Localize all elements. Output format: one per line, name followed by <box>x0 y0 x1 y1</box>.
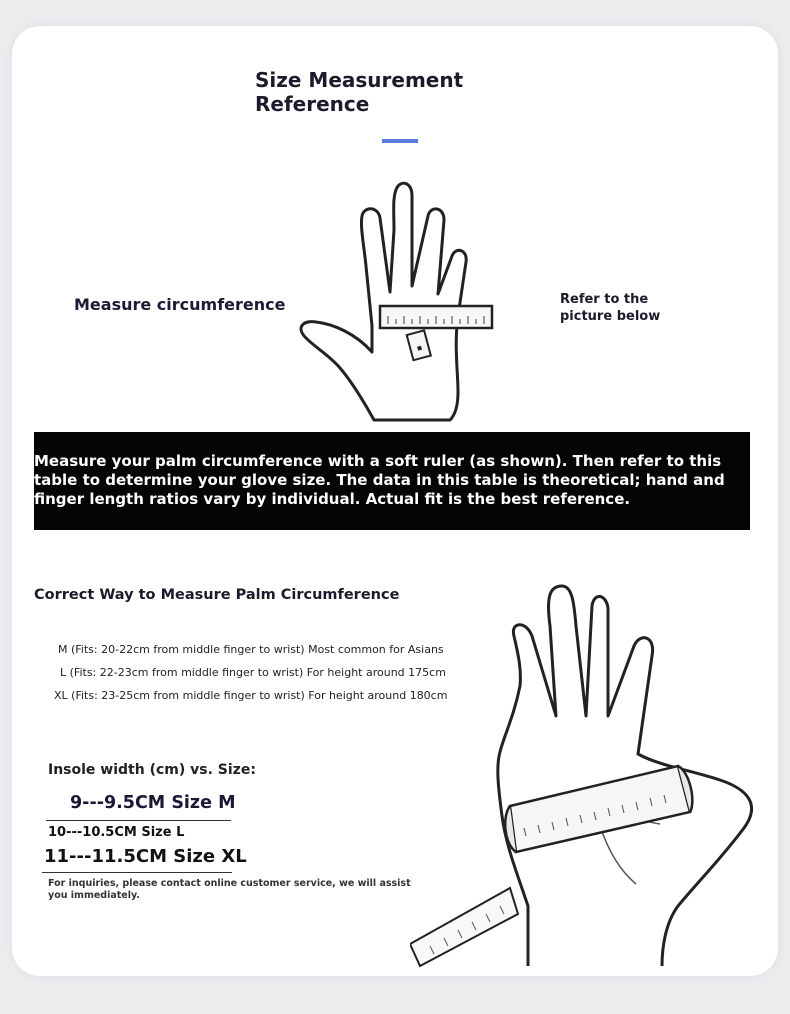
size-xl-row: 11---11.5CM Size XL <box>44 846 247 867</box>
correct-measure-title: Correct Way to Measure Palm Circumference <box>34 587 400 603</box>
hand-measuring-tape-icon <box>294 176 514 426</box>
inquiry-note: For inquiries, please contact online customer service, we will assist you immediately. <box>48 878 411 901</box>
fit-xl-text: XL (Fits: 23-25cm from middle finger to wrist) For height around 180cm <box>54 689 448 702</box>
fit-m-text: M (Fits: 20-22cm from middle finger to wrist) Most common for Asians <box>58 643 444 656</box>
instruction-text: Measure your palm circumference with a soft ruler (as shown). Then refer to this table to determine your glove size. The data in this table is theoretical; hand and finger length ratios vary by individual. Actual fit is the best reference. <box>34 452 725 508</box>
divider <box>42 872 232 873</box>
insole-title: Insole width (cm) vs. Size: <box>48 762 256 778</box>
page-title: Size Measurement Reference <box>255 68 464 116</box>
divider <box>46 820 231 821</box>
size-guide-card <box>12 26 778 976</box>
size-m-row: 9---9.5CM Size M <box>70 793 236 813</box>
instruction-banner <box>34 432 750 530</box>
measure-circumference-label: Measure circumference <box>74 295 286 314</box>
title-underline <box>382 139 418 143</box>
size-l-row: 10---10.5CM Size L <box>48 825 185 840</box>
refer-picture-label: Refer to the picture below <box>560 292 661 324</box>
fit-l-text: L (Fits: 22-23cm from middle finger to wrist) For height around 175cm <box>60 666 446 679</box>
hand-palm-tape-icon <box>410 566 770 976</box>
